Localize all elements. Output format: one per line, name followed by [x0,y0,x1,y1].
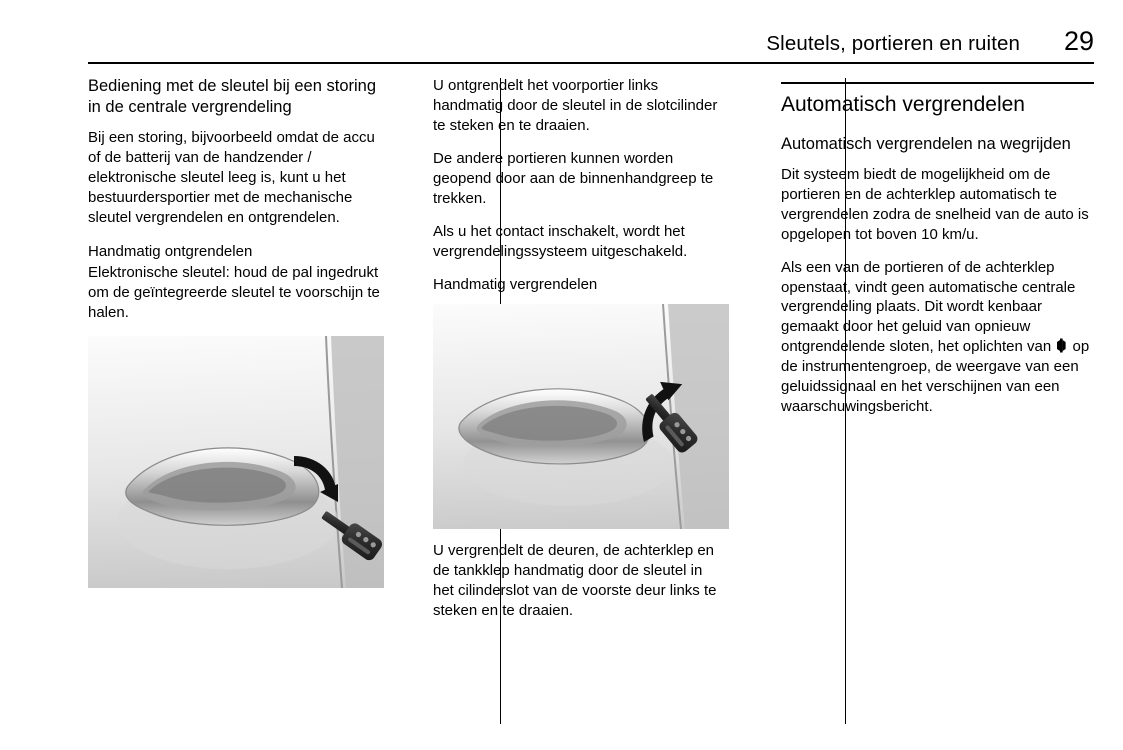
column-2 [413,76,753,726]
col2-paragraph-1: U ontgrendelt het voorportier links handmatig door de sleutel in de slotcilinder te steken en te draaien. [433,77,718,134]
col3-paragraph-2-part2: op de instrumentengroep, de weergave van een geluidssignaal en het verschijnen van een waarschuwingsbericht. [781,338,1090,416]
col3-paragraph-2 [781,258,1094,418]
page-header [88,26,1094,57]
col3-paragraph-1: Dit systeem biedt de mogelijkheid om de portieren en de achterklep automatisch te vergrendelen zodra de snelheid van de auto is opgelopen tot boven 10 km/u. [781,165,1089,243]
col2-subheading-1: Handmatig vergrendelen [433,275,598,293]
figure-unlock [88,336,384,588]
col1-paragraph-1: Bij een storing, bijvoorbeeld omdat de accu of de batterij van de handzender / elektronische sleutel leeg is, kunt u het bestuurdersportier met de mechanische sleutel vergrendelen en ontgrendelen. [88,128,375,226]
chapter-rule [781,82,1094,84]
col2-paragraph-3: Als u het contact inschakelt, wordt het vergrendelingssysteem uitgeschakeld. [433,222,688,260]
header-divider [88,62,1094,64]
page-title: Sleutels, portieren en ruiten [766,32,1020,55]
col3-subheading-1: Automatisch vergrendelen na wegrijden [781,135,1071,154]
column-3 [753,76,1094,726]
door-handle-key-unlock-illustration [88,336,384,588]
col1-heading: Bediening met de sleutel bij een storing in de centrale vergrendeling [88,77,377,117]
col3-chapter-title: Automatisch vergrendelen [781,92,1025,116]
col1-subheading-1: Handmatig ontgrendelen [88,242,253,260]
page-number: 29 [1063,26,1094,56]
door-open-warning-icon [1056,338,1067,353]
col2-paragraph-2: De andere portieren kunnen worden geopend door aan de binnenhandgreep te trekken. [433,149,714,207]
col1-paragraph-2: Elektronische sleutel: houd de pal ingedrukt om de geïntegreerde sleutel te voorschijn te halen. [88,264,380,321]
content-columns [88,76,1094,726]
col2-paragraph-4: U vergrendelt de deuren, de achterklep en de tankklep handmatig door de sleutel in het cilinderslot van de voorste deur links te steken en te draaien. [433,542,717,619]
door-handle-key-lock-illustration [433,304,729,529]
col3-paragraph-2-part1: Als een van de portieren of de achterklep openstaat, vindt geen automatische centrale vergrendeling plaats. Dit wordt kenbaar gemaakt door het geluid van opnieuw ontgrendelende sloten, het oplichten van [781,258,1076,356]
column-1 [88,76,413,726]
figure-lock [433,304,729,529]
